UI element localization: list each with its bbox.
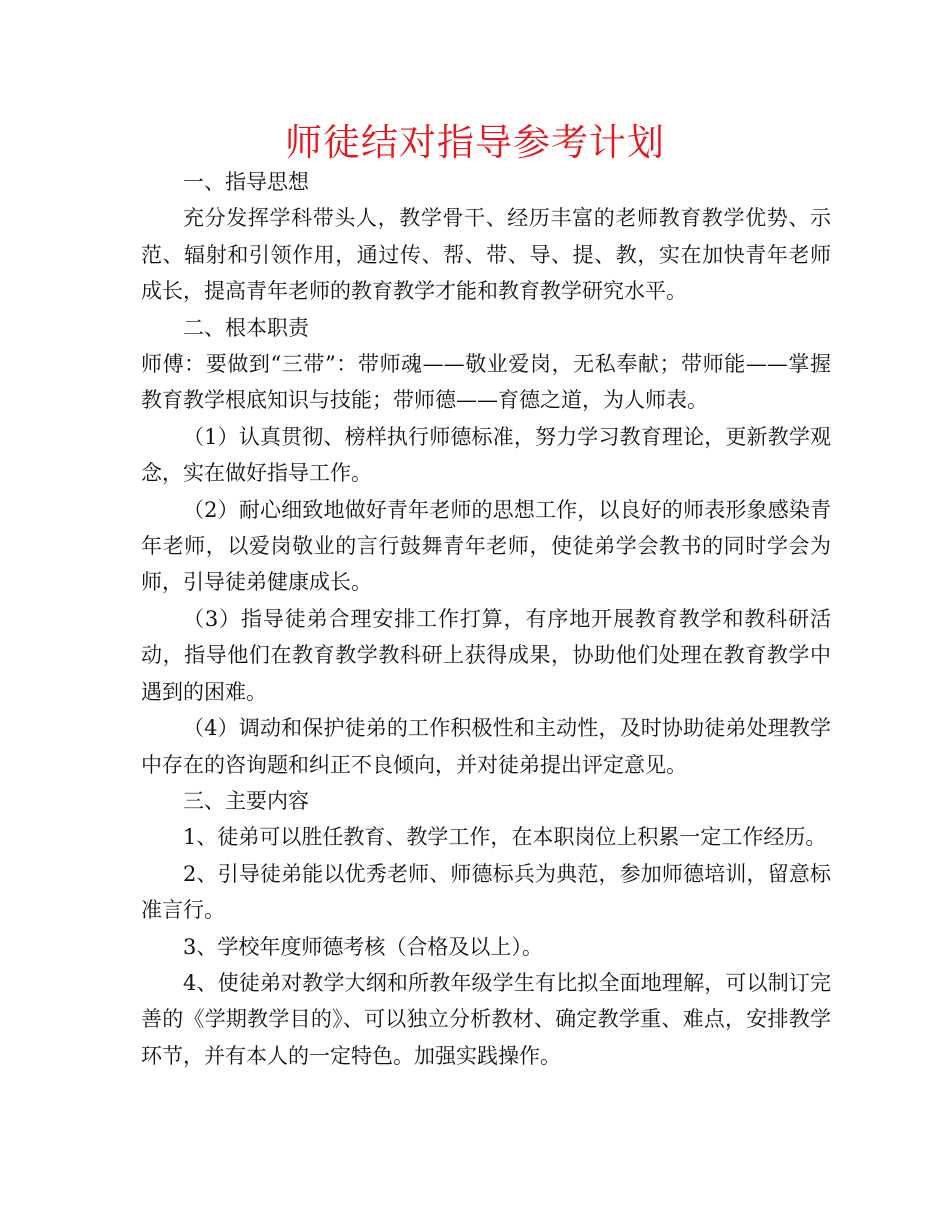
page-title: 师徒结对指导参考计划 xyxy=(285,121,665,164)
paragraph-guiding-thought: 充分发挥学科带头人，教学骨干、经历丰富的老师教育教学优势、示范、辐射和引领作用，通过传、帮、带、导、提、教，实在加快青年老师成长，提高青年老师的教育教学才能和教育教学研究水平。 xyxy=(141,206,831,304)
content-item-1: 1、徒弟可以胜任教育、教学工作，在本职岗位上积累一定工作经历。 xyxy=(183,825,827,850)
document-body xyxy=(141,164,831,1074)
duty-item-1: （1）认真贯彻、榜样执行师德标准，努力学习教育理论，更新教学观念，实在做好指导工作。 xyxy=(141,424,831,486)
duty-item-3: （3）指导徒弟合理安排工作打算，有序地开展教育教学和教科研活动，指导他们在教育教学教科研上获得成果，协助他们处理在教育教学中遇到的困难。 xyxy=(141,606,831,704)
paragraph-master-duties: 师傅：要做到“三带”：带师魂——敬业爱岗，无私奉献；带师能——掌握教育教学根底知识与技能；带师德——育德之道，为人师表。 xyxy=(141,352,831,413)
section-heading-guiding-thought: 一、指导思想 xyxy=(183,170,309,194)
duty-item-4: （4）调动和保护徒弟的工作积极性和主动性，及时协助徒弟处理教学中存在的咨询题和纠正不良倾向，并对徒弟提出评定意见。 xyxy=(141,716,831,777)
content-item-2: 2、引导徒弟能以优秀老师、师德标兵为典范，参加师德培训，留意标准言行。 xyxy=(141,861,831,923)
content-item-4: 4、使徒弟对教学大纲和所教年级学生有比拟全面地理解，可以制订完善的《学期教学目的》、可以独立分析教材、确定教学重、难点，安排教学环节，并有本人的一定特色。加强实践操作。 xyxy=(141,970,831,1068)
section-heading-basic-duties: 二、根本职责 xyxy=(183,315,309,340)
content-item-3: 3、学校年度师德考核（合格及以上）。 xyxy=(183,934,543,959)
section-heading-main-content: 三、主要内容 xyxy=(183,788,309,813)
duty-item-2: （2）耐心细致地做好青年老师的思想工作，以良好的师表形象感染青年老师，以爱岗敬业的言行鼓舞青年老师，使徒弟学会教书的同时学会为师，引导徒弟健康成长。 xyxy=(141,497,831,595)
